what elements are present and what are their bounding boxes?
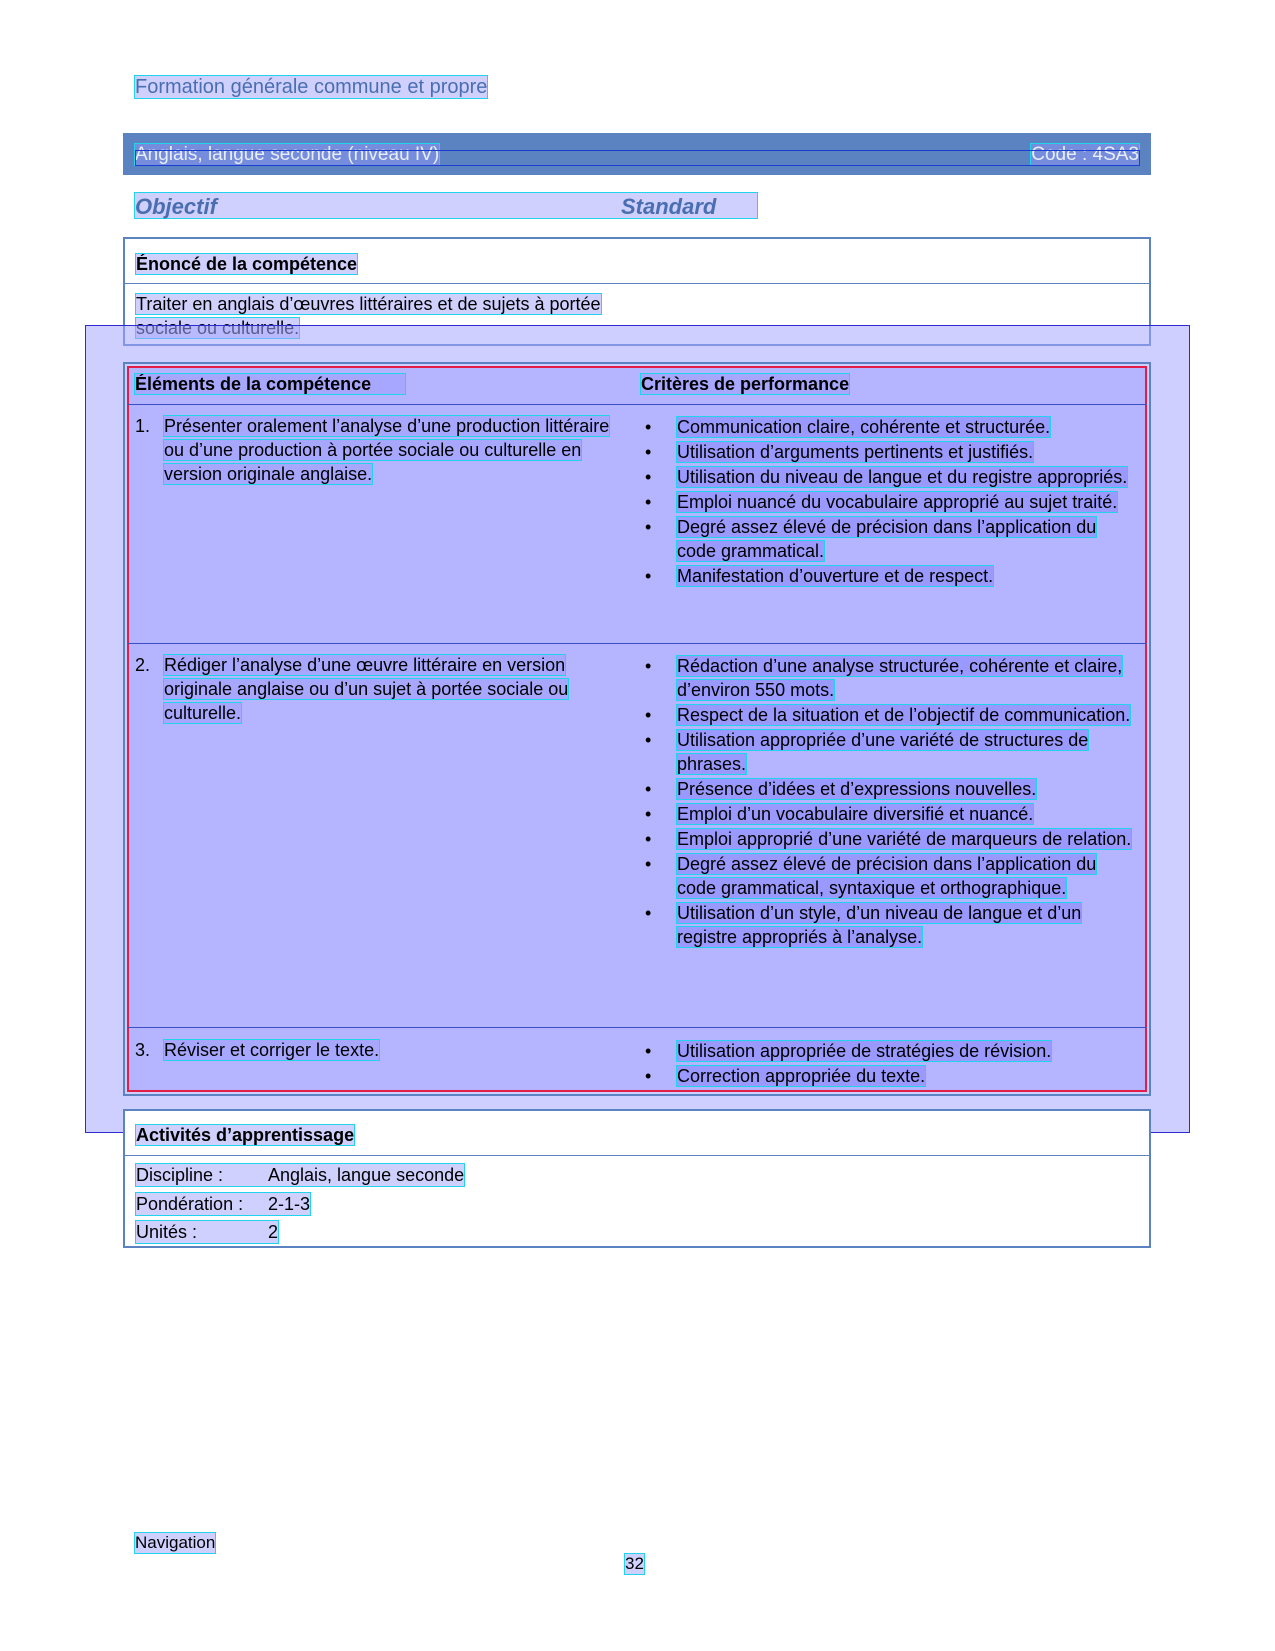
criterion: • Utilisation d’un style, d’un niveau de langue et d’un registre appropriés à l’analyse. [645, 903, 1082, 947]
course-code: Code : 4SA3 [1031, 144, 1139, 165]
activites-divider [125, 1155, 1149, 1156]
enonce-divider [125, 283, 1149, 284]
criterion: • Utilisation appropriée de stratégies de révision. [645, 1041, 1052, 1061]
criterion: • Emploi approprié d’une variété de marqueurs de relation. [645, 829, 1132, 849]
elements-heading: Éléments de la compétence [135, 374, 405, 394]
element-1-divider [127, 643, 1147, 644]
element-1-text: Présenter oralement l’analyse d’une production littéraire ou d’une production à portée sociale ou culturelle en version originale anglaise. [164, 416, 610, 484]
course-title: Anglais, langue seconde (niveau IV) [135, 144, 440, 165]
enonce-text: Traiter en anglais d’œuvres littéraires et de sujets à portée [136, 292, 606, 340]
course-title-bar [123, 133, 1151, 175]
criteres-heading: Critères de performance [641, 374, 850, 394]
criterion: • Respect de la situation et de l’objectif de communication. [645, 705, 1131, 725]
activites-box [123, 1109, 1151, 1248]
section-header: Formation générale commune et propre [135, 76, 488, 98]
criterion: • Degré assez élevé de précision dans l’application du code grammatical, syntaxique et orthographique. [645, 854, 1097, 898]
criterion: • Degré assez élevé de précision dans l’application du code grammatical. [645, 517, 1097, 561]
criterion: • Utilisation d’arguments pertinents et justifiés. [645, 442, 1034, 462]
objective-standard-row [135, 193, 757, 218]
criterion: • Utilisation du niveau de langue et du registre appropriés. [645, 467, 1128, 487]
criterion: • Présence d’idées et d’expressions nouvelles. [645, 779, 1037, 799]
element-2-number: 2. [135, 655, 151, 675]
activites-heading: Activités d’apprentissage [136, 1125, 355, 1145]
element-2-text: Rédiger l’analyse d’une œuvre littéraire en version originale anglaise ou d’un sujet à portée sociale ou culturelle. [164, 655, 569, 723]
criterion: • Communication claire, cohérente et structurée. [645, 417, 1051, 437]
objectif-label: Objectif [135, 194, 217, 219]
element-1-criteria [645, 415, 1135, 589]
element-2-divider [127, 1027, 1147, 1028]
element-3-number: 3. [135, 1040, 151, 1060]
element-3-text: Réviser et corriger le texte. [164, 1040, 380, 1060]
ponderation-row: Pondération : 2-1-3 [136, 1194, 311, 1214]
criterion: • Emploi d’un vocabulaire diversifié et nuancé. [645, 804, 1034, 824]
enonce-heading: Énoncé de la compétence [136, 254, 358, 274]
element-2-criteria [645, 654, 1135, 950]
standard-label: Standard [621, 194, 717, 219]
criterion: • Correction appropriée du texte. [645, 1066, 926, 1086]
discipline-row: Discipline : Anglais, langue seconde [136, 1165, 465, 1185]
element-1-number: 1. [135, 416, 151, 436]
page-number: 32 [625, 1554, 644, 1573]
competence-header-divider [127, 404, 1147, 405]
element-3-criteria [645, 1039, 1135, 1089]
criterion: • Manifestation d’ouverture et de respect. [645, 566, 994, 586]
navigation-link[interactable]: Navigation [135, 1533, 216, 1552]
criterion: • Rédaction d’une analyse structurée, cohérente et claire, d’environ 550 mots. [645, 656, 1123, 700]
unites-row: Unités : 2 [136, 1222, 279, 1242]
criterion: • Utilisation appropriée d’une variété de structures de phrases. [645, 730, 1089, 774]
criterion: • Emploi nuancé du vocabulaire approprié au sujet traité. [645, 492, 1118, 512]
